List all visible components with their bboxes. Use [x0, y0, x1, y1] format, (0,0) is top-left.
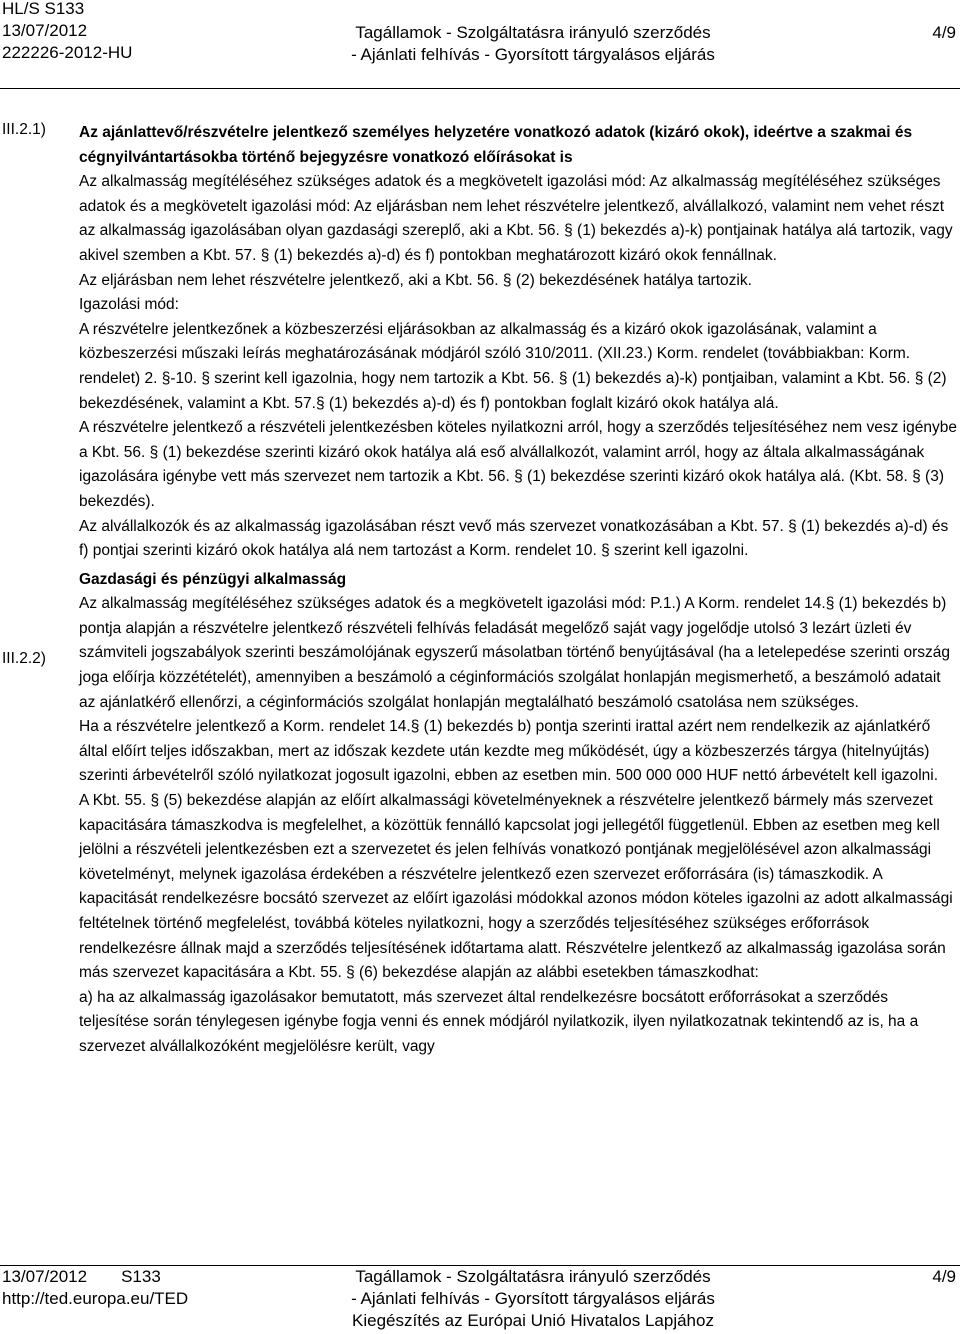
paragraph: Az alkalmasság megítéléséhez szükséges adatok és a megkövetelt igazolási mód: Az alkalmasság megítéléséhez szükséges adatok és a megkövetelt igazolási mód: Az eljárásban nem lehet részvételre jelentkező, alvállalkozó, valamint nem vehet részt az alkalmasság igazolásában olyan gazdasági szereplő, aki a Kbt. 56. § (1) bekezdés a)-k) pontjainak hatálya alá tartozik, vagy akivel szemben a Kbt. 57. § (1) bekezdés a)-d) és f) pontokban meghatározott kizáró okok fennállnak.	[79, 173, 953, 264]
footer-series: S133	[121, 1267, 161, 1286]
header-doc-id: 222226-2012-HU	[2, 43, 133, 62]
header-left	[2, 0, 132, 64]
footer-title-line3: Kiegészítés az Európai Unió Hivatalos Lapjához	[352, 1311, 714, 1330]
paragraph: Az eljárásban nem lehet részvételre jelentkező, aki a Kbt. 56. § (2) bekezdésének hatálya tartozik.	[79, 271, 752, 289]
footer-title-line1: Tagállamok - Szolgáltatásra irányuló szerződés	[355, 1267, 711, 1286]
paragraph: A részvételre jelentkezőnek a közbeszerzési eljárásokban az alkalmasság és a kizáró okok igazolásának, valamint a közbeszerzési műszaki leírás meghatározásának módjáról szóló 310/2011. (XII.23.) Korm. rendelet (továbbiakban: Korm. rendelet) 2. §-10. § szerint kell igazolnia, hogy nem tartozik a Kbt. 56. § (1) bekezdés a)-k) pontjaiban, valamint a Kbt. 56. § (2) bekezdésének, valamint a Kbt. 57.§ (1) bekezdés a)-d) és f) pontokban foglalt kizáró okok hatálya alá.	[79, 320, 947, 412]
footer-page-number: 4/9	[932, 1267, 956, 1286]
header-title-line1: Tagállamok - Szolgáltatásra irányuló szerződés	[355, 23, 711, 42]
header-page-number: 4/9	[932, 23, 956, 42]
section-number-III-2-1: III.2.1)	[2, 121, 46, 138]
paragraph: A Kbt. 55. § (5) bekezdése alapján az előírt alkalmassági követelményeknek a részvételre jelentkező bármely más szervezet kapacitására támaszkodva is megfelelhet, a közöttük fennálló kapcsolat jogi jellegétől függetlenül. Ebben az esetben meg kell jelölni a részvételi jelentkezésben ezt a szervezetet és jelen felhívás vonatkozó pontjának megjelölésével azon alkalmassági követelményt, melynek igazolása érdekében a részvételre jelentkező ezen szervezet erőforrására (is) támaszkodik. A kapacitását rendelkezésre bocsátó szervezet az előírt igazolási módokkal azonos módon köteles igazolni az adott alkalmassági feltételnek történő megfelelést, továbbá köteles nyilatkozni, hogy a szerződés teljesítéséhez szükséges erőforrások rendelkezésre állnak majd a szerződés teljesítésének időtartama alatt. Részvételre jelentkező az alkalmasság igazolása során más szervezet kapacitására a Kbt. 55. § (6) bekezdése alapján az alábbi esetekben támaszkodhat:	[79, 792, 953, 982]
paragraph: Az alvállalkozók és az alkalmasság igazolásában részt vevő más szervezet vonatkozásában a Kbt. 57. § (1) bekezdés a)-d) és f) pontjai szerinti kizáró okok hatálya alá nem tartozást a Korm. rendelet 10. § szerint kell igazolni.	[79, 517, 949, 560]
page-header	[0, 0, 960, 70]
document-body	[79, 121, 959, 1060]
header-title	[343, 22, 723, 66]
section-number-III-2-2: III.2.2)	[2, 650, 46, 667]
footer-date: 13/07/2012	[2, 1267, 88, 1286]
page-footer	[0, 1265, 960, 1334]
header-series: HL/S S133	[2, 0, 85, 18]
paragraph: a) ha az alkalmasság igazolásakor bemutatott, más szervezet által rendelkezésre bocsátott erőforrásokat a szerződés teljesítése során ténylegesen igénybe fogja venni és ennek módjáról nyilatkozik, ilyen nyilatkozatnak tekintendő az is, ha a szervezet alvállalkozóként megjelölésre került, vagy	[79, 988, 919, 1055]
footer-left	[2, 1266, 188, 1310]
paragraph: Igazolási mód:	[79, 296, 179, 314]
section-heading-III-2-2: Gazdasági és pénzügyi alkalmasság	[79, 570, 347, 588]
paragraph: Ha a részvételre jelentkező a Korm. rendelet 14.§ (1) bekezdés b) pontja szerinti irattal azért nem rendelkezik az ajánlatkérő által előírt teljes időszakban, mert az időszak kezdete után kezdte meg működését, úgy a közbeszerzés tárgya (hitelnyújtás) szerinti árbevételről szóló nyilatkozat jogosult igazolni, ebben az esetben min. 500 000 000 HUF nettó árbevételt kell igazolni.	[79, 718, 939, 785]
header-date: 13/07/2012	[2, 21, 88, 40]
header-title-line2: - Ajánlati felhívás - Gyorsított tárgyalásos eljárás	[351, 45, 715, 64]
paragraph: Az alkalmasság megítéléséhez szükséges adatok és a megkövetelt igazolási mód: P.1.) A Korm. rendelet 14.§ (1) bekezdés b) pontja alapján a részvételre jelentkező részvételi felhívás feladását megelőző saját vagy jogelődje utolsó 3 lezárt üzleti év számviteli jogszabályok szerinti beszámolójának egyszerű másolatban történő benyújtásával (ha a letelepedése szerinti ország joga előírja közzétételét), amennyiben a beszámoló a céginformációs szolgálat honlapján megismerhető, a beszámoló adatait az ajánlatkérő ellenőrzi, a céginformációs szolgálat honlapján megtalálható beszámoló csatolása nem szükséges.	[79, 595, 951, 711]
section-heading-III-2-1: Az ajánlattevő/részvételre jelentkező személyes helyzetére vonatkozó adatok (kizáró okok), ideértve a szakmai és cégnyilvántartásokba történő bejegyzésre vonatkozó előírásokat is	[79, 124, 913, 166]
footer-title	[343, 1266, 723, 1332]
header-divider	[0, 88, 960, 89]
paragraph: A részvételre jelentkező a részvételi jelentkezésben köteles nyilatkozni arról, hogy a szerződés teljesítéséhez nem vesz igénybe a Kbt. 56. § (1) bekezdése szerinti kizáró okok hatálya alá eső alvállalkozót, valamint arról, hogy az általa alkalmasságának igazolására igénybe vett más szervezet nem tartozik a Kbt. 56. § (1) bekezdése szerinti kizáró okok hatálya alá. (Kbt. 58. § (3) bekezdés).	[79, 419, 957, 510]
footer-title-line2: - Ajánlati felhívás - Gyorsított tárgyalásos eljárás	[351, 1289, 715, 1308]
footer-url[interactable]: http://ted.europa.eu/TED	[2, 1289, 189, 1308]
